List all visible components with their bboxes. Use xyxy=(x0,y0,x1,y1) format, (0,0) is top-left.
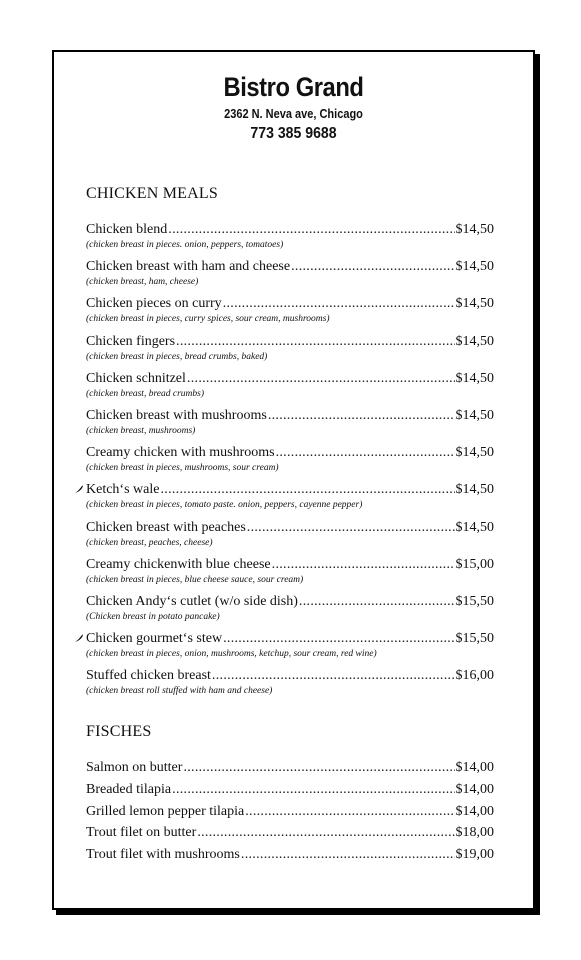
menu-item-name: Breaded tilapia xyxy=(86,781,172,797)
section-title-chicken: CHICKEN MEALS xyxy=(86,185,218,202)
menu-item xyxy=(86,667,494,697)
menu-item-name: Trout filet with mushrooms xyxy=(86,847,240,863)
restaurant-address: 2362 N. Neva ave, Chicago xyxy=(224,107,363,121)
section-title-fish: FISCHES xyxy=(86,723,152,740)
menu-item-description: (chicken breast in pieces, curry spices, sour cream, mushrooms) xyxy=(86,314,330,325)
menu-item-line xyxy=(86,221,494,238)
dot-leader xyxy=(272,556,455,573)
menu-item-price: $15,50 xyxy=(455,594,494,609)
menu-item-price: $14,00 xyxy=(455,803,494,819)
menu-item-price: $14,50 xyxy=(455,482,494,498)
menu-item-name: Chicken pieces on curry xyxy=(86,296,222,312)
menu-item xyxy=(86,556,494,586)
menu-item xyxy=(86,333,494,363)
menu-item xyxy=(86,295,494,325)
menu-item-price: $14,50 xyxy=(455,222,494,237)
menu-item-price: $14,00 xyxy=(455,781,494,797)
menu-item-description: (Chicken breast in potato pancake) xyxy=(86,612,220,622)
page-shadow-bottom xyxy=(56,910,540,915)
menu-item-price: $14,50 xyxy=(455,259,494,275)
menu-item-line xyxy=(86,781,494,798)
menu-item xyxy=(86,593,494,623)
dot-leader xyxy=(197,824,454,841)
menu-page xyxy=(52,50,535,910)
dot-leader xyxy=(223,630,454,647)
dot-leader xyxy=(176,333,454,350)
menu-item-description: (chicken breast in pieces, mushrooms, sour cream) xyxy=(86,463,279,474)
menu-item-name: Ketch‘s wale xyxy=(86,482,160,498)
chili-pepper-icon xyxy=(74,484,84,494)
menu-item-name: Chicken fingers xyxy=(86,333,176,349)
dot-leader xyxy=(172,781,454,798)
menu-item-line xyxy=(86,824,494,841)
dot-leader xyxy=(241,846,455,863)
menu-item-price: $16,00 xyxy=(455,668,494,684)
menu-item xyxy=(86,370,494,400)
menu-item-line xyxy=(86,370,494,387)
menu-item xyxy=(86,846,494,863)
page-shadow-right xyxy=(535,54,540,914)
menu-item-price: $14,50 xyxy=(455,370,494,386)
menu-item-price: $14,50 xyxy=(455,296,494,312)
menu-item-line xyxy=(86,759,494,776)
dot-leader xyxy=(183,759,454,776)
menu-item-line xyxy=(86,803,494,820)
menu-item-price: $19,00 xyxy=(455,847,494,863)
dot-leader xyxy=(212,667,455,684)
menu-item-name: Grilled lemon pepper tilapia xyxy=(86,803,245,819)
menu-item-description: (chicken breast roll stuffed with ham and cheese) xyxy=(86,686,273,697)
menu-item-line xyxy=(86,630,494,647)
menu-item-name: Trout filet on butter xyxy=(86,825,197,841)
dot-leader xyxy=(187,370,455,387)
menu-item-name: Chicken gourmet‘s stew xyxy=(86,631,223,647)
dot-leader xyxy=(168,221,454,238)
menu-item xyxy=(86,630,494,660)
menu-item-description: (chicken breast, ham, cheese) xyxy=(86,277,199,288)
menu-item xyxy=(86,824,494,841)
dot-leader xyxy=(247,519,455,536)
chili-pepper-icon xyxy=(74,633,84,643)
menu-item-line xyxy=(86,258,494,275)
menu-item-name: Salmon on butter xyxy=(86,760,183,775)
menu-item-price: $14,50 xyxy=(455,519,494,535)
menu-item xyxy=(86,407,494,437)
menu-item-price: $14,00 xyxy=(455,760,494,775)
menu-item-name: Chicken blend xyxy=(86,222,168,237)
menu-item-line xyxy=(86,667,494,684)
menu-item-name: Chicken breast with ham and cheese xyxy=(86,259,291,275)
menu-item-line xyxy=(86,593,494,610)
menu-item xyxy=(86,481,494,511)
menu-item-name: Chicken breast with mushrooms xyxy=(86,408,267,423)
restaurant-name: Bistro Grand xyxy=(223,72,364,102)
menu-header xyxy=(54,70,533,144)
dot-leader xyxy=(268,407,455,424)
menu-item-price: $15,50 xyxy=(455,631,494,647)
menu-item xyxy=(86,803,494,820)
menu-item-price: $15,00 xyxy=(455,556,494,572)
dot-leader xyxy=(291,258,454,275)
menu-item-line xyxy=(86,333,494,350)
menu-item-description: (chicken breast in pieces, blue cheese sauce, sour cream) xyxy=(86,574,304,585)
menu-item-line xyxy=(86,295,494,312)
menu-item-description: (chicken breast in pieces, onion, mushrooms, ketchup, sour cream, red wine) xyxy=(86,649,377,660)
menu-item-price: $14,50 xyxy=(455,445,494,461)
menu-item-description: (chicken breast in pieces. onion, peppers, tomatoes) xyxy=(86,240,284,250)
menu-item-description: (chicken breast, bread crumbs) xyxy=(86,388,205,399)
menu-item-description: (chicken breast in pieces, bread crumbs, baked) xyxy=(86,351,268,362)
menu-item xyxy=(86,519,494,549)
menu-item-price: $14,50 xyxy=(455,333,494,349)
menu-item-line xyxy=(86,556,494,573)
dot-leader xyxy=(276,444,455,461)
menu-item-description: (chicken breast in pieces, tomato paste. onion, peppers, cayenne pepper) xyxy=(86,500,363,511)
menu-item-name: Creamy chickenwith blue cheese xyxy=(86,556,271,572)
menu-item xyxy=(86,759,494,776)
menu-item-name: Creamy chicken with mushrooms xyxy=(86,445,275,461)
dot-leader xyxy=(160,481,454,498)
menu-item-line xyxy=(86,444,494,461)
menu-item-name: Stuffed chicken breast xyxy=(86,668,211,684)
menu-item-name: Chicken Andy‘s cutlet (w/o side dish) xyxy=(86,594,298,609)
menu-item xyxy=(86,444,494,474)
menu-item xyxy=(86,221,494,251)
menu-item-line xyxy=(86,407,494,424)
menu-item-price: $14,50 xyxy=(455,408,494,423)
menu-item-line xyxy=(86,846,494,863)
menu-item-price: $18,00 xyxy=(455,825,494,841)
menu-item-name: Chicken breast with peaches xyxy=(86,519,246,535)
dot-leader xyxy=(299,593,455,610)
menu-item-line xyxy=(86,519,494,536)
menu-item-description: (chicken breast, peaches, cheese) xyxy=(86,537,213,548)
menu-item xyxy=(86,258,494,288)
menu-item-description: (chicken breast, mushrooms) xyxy=(86,426,196,436)
menu-item-line xyxy=(86,481,494,498)
menu-item xyxy=(86,781,494,798)
menu-item-name: Chicken schnitzel xyxy=(86,370,186,386)
dot-leader xyxy=(245,803,454,820)
dot-leader xyxy=(223,295,455,312)
restaurant-phone: 773 385 9688 xyxy=(250,125,337,142)
